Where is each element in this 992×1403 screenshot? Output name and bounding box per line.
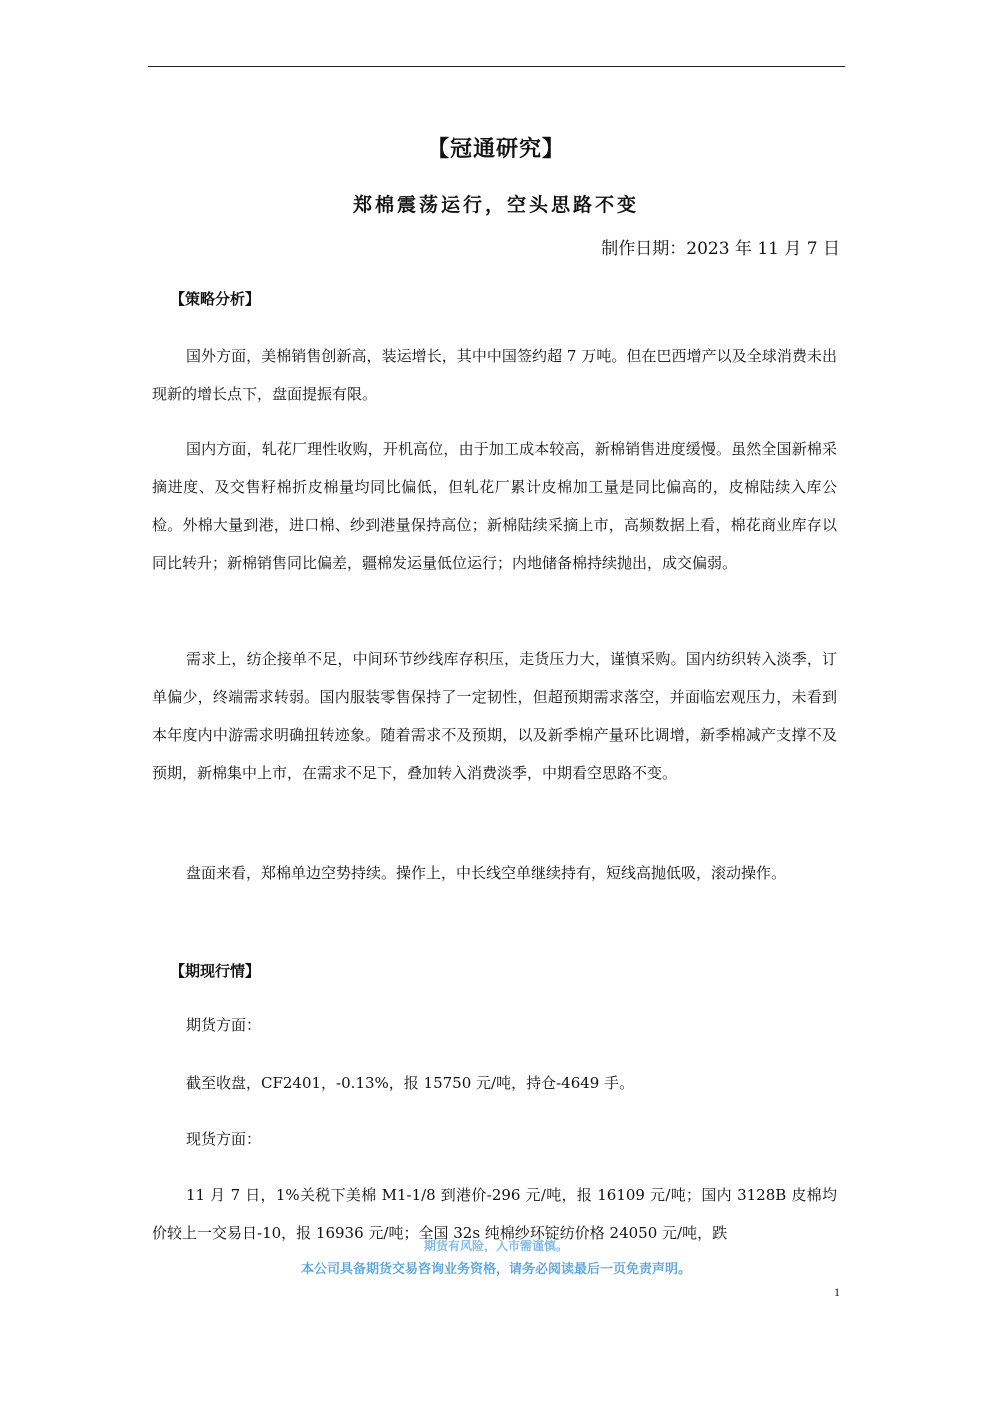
strategy-paragraph-demand: 需求上，纺企接单不足，中间环节纱线库存积压，走货压力大，谨慎采购。国内纺织转入淡季，订单偏少，终端需求转弱。国内服装零售保持了一定韧性，但超预期需求落空，并面临宏观压力，未看到本年度内中游需求明确扭转迹象。随着需求不及预期，以及新季棉产量环比调增，新季棉减产支撑不及预期，新棉集中上市，在需求不足下，叠加转入消费淡季，中期看空思路不变。: [152, 650, 837, 782]
footer-risk-note: 期货有风险，入市需谨慎。: [423, 1239, 568, 1252]
futures-label: 期货方面：: [186, 1016, 262, 1034]
brand-title: 【冠通研究】: [426, 136, 565, 162]
page-number: 1: [834, 1285, 840, 1299]
strategy-paragraph-domestic: 国内方面，轧花厂理性收购，开机高位，由于加工成本较高，新棉销售进度缓慢。虽然全国新棉采摘进度、及交售籽棉折皮棉量均同比偏低，但轧花厂累计皮棉加工量是同比偏高的，皮棉陆续入库公检。外棉大量到港，进口棉、纱到港量保持高位；新棉陆续采摘上市，高频数据上看，棉花商业库存以同比转升；新棉销售同比偏差，疆棉发运量低位运行；内地储备棉持续抛出，成交偏弱。: [152, 440, 837, 572]
footer-disclaimer: 本公司具备期货交易咨询业务资格，请务必阅读最后一页免责声明。: [300, 1262, 691, 1277]
report-date: 制作日期：2023 年 11 月 7 日: [601, 239, 840, 259]
strategy-paragraph-market-view: 盘面来看，郑棉单边空势持续。操作上，中长线空单继续持有，短线高抛低吸，滚动操作。: [186, 864, 787, 882]
page-footer: [0, 1240, 992, 1277]
section-heading-strategy: 【策略分析】: [170, 290, 261, 308]
report-title: 郑棉震荡运行，空头思路不变: [352, 194, 639, 216]
futures-text: 截至收盘，CF2401，-0.13%，报 15750 元/吨，持仓-4649 手。: [186, 1074, 635, 1092]
spot-label: 现货方面：: [186, 1130, 262, 1148]
strategy-paragraph-international: 国外方面，美棉销售创新高，装运增长，其中中国签约超 7 万吨。但在巴西增产以及全球消费未出现新的增长点下，盘面提振有限。: [152, 347, 837, 403]
section-heading-market: 【期现行情】: [170, 962, 261, 980]
spot-text: 11 月 7 日，1%关税下美棉 M1-1/8 到港价-296 元/吨，报 16109 元/吨；国内 3128B 皮棉均价较上一交易日-10，报 16936 元/吨；全国 32s 纯棉纱环锭纺价格 24050 元/吨，跌: [152, 1186, 837, 1242]
header-rule: [148, 66, 845, 67]
